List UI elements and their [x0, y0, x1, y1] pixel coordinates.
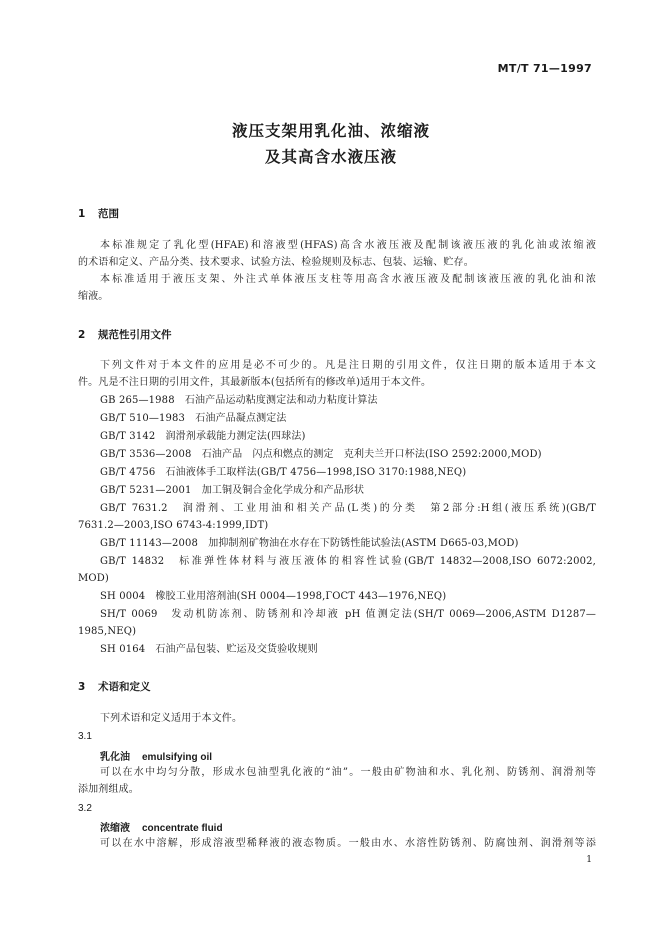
section-number: 3	[78, 681, 86, 693]
document-title-line-2: 及其高含水液压液	[264, 148, 397, 166]
paragraph-line: 下列文件对于本文件的应用是必不可少的。凡是注日期的引用文件，仅注日期的版本适用于本文	[100, 360, 596, 371]
definition-line: 可以在水中均匀分散，形成水包油型乳化液的“油”。一般由矿物油和水、乳化剂、防锈剂、润滑剂等	[100, 767, 596, 778]
reference-item: GB/T 11143—2008 加抑制剂矿物油在水存在下防锈性能试验法(ASTM D665-03,MOD)	[100, 538, 519, 549]
reference-item-continued: MOD)	[78, 573, 109, 584]
term-heading	[100, 819, 223, 834]
page-number: 1	[586, 855, 592, 865]
section-title: 规范性引用文件	[98, 329, 172, 341]
standard-code: MT/T 71—1997	[497, 62, 592, 75]
paragraph-line: 件。凡是不注日期的引用文件，其最新版本(包括所有的修改单)适用于本文件。	[78, 377, 432, 388]
definition-line: 可以在水中溶解，形成溶液型稀释液的液态物质。一般由水、水溶性防锈剂、防腐蚀剂、润滑剂等添	[100, 838, 596, 849]
reference-item: GB/T 4756 石油液体手工取样法(GB/T 4756—1998,ISO 3170:1988,NEQ)	[100, 467, 467, 478]
reference-item: SH 0164 石油产品包装、贮运及交货验收规则	[100, 644, 318, 655]
section-3-heading	[78, 679, 151, 694]
term-english: emulsifying oil	[142, 752, 213, 763]
term-english: concentrate fluid	[142, 823, 223, 834]
reference-item: GB/T 5231—2001 加工铜及铜合金化学成分和产品形状	[100, 485, 365, 496]
clause-number: 3.1	[78, 731, 92, 742]
paragraph-line: 本标准适用于液压支架、外注式单体液压支柱等用高含水液压液及配制该液压液的乳化油和浓	[100, 274, 596, 285]
section-title: 范围	[98, 208, 119, 220]
reference-item: GB/T 3142 润滑剂承载能力测定法(四球法)	[100, 431, 306, 442]
reference-item: SH 0004 橡胶工业用溶剂油(SH 0004—1998,ГОСТ 443—1976,NEQ)	[100, 591, 447, 602]
reference-item: GB/T 3536—2008 石油产品 闪点和燃点的测定 克利夫兰开口杯法(ISO 2592:2000,MOD)	[100, 449, 542, 460]
section-1-heading	[78, 206, 119, 221]
section-number: 1	[78, 208, 86, 220]
reference-item: GB/T 14832 标准弹性体材料与液压液体的相容性试验(GB/T 14832—2008,ISO 6072:2002,	[100, 556, 596, 567]
document-title-line-1: 液压支架用乳化油、浓缩液	[231, 122, 430, 140]
paragraph-line: 缩液。	[78, 291, 109, 302]
reference-item: GB/T 510—1983 石油产品凝点测定法	[100, 413, 287, 424]
section-number: 2	[78, 329, 86, 341]
reference-item-continued: 7631.2—2003,ISO 6743-4:1999,IDT)	[78, 520, 269, 531]
paragraph-line: 下列术语和定义适用于本文件。	[100, 713, 243, 724]
paragraph-line: 本标准规定了乳化型(HFAE)和溶液型(HFAS)高含水液压液及配制该液压液的乳化油或浓缩液	[100, 240, 596, 251]
reference-item: GB 265—1988 石油产品运动粘度测定法和动力粘度计算法	[100, 395, 378, 406]
section-title: 术语和定义	[98, 681, 151, 693]
term-chinese: 浓缩液	[100, 823, 130, 834]
term-heading	[100, 748, 212, 763]
definition-line: 添加剂组成。	[78, 784, 139, 795]
reference-item: SH/T 0069 发动机防冻剂、防锈剂和冷却液 pH 值测定法(SH/T 0069—2006,ASTM D1287—	[100, 609, 596, 620]
section-2-heading	[78, 327, 172, 342]
reference-item-continued: 1985,NEQ)	[78, 626, 137, 637]
term-chinese: 乳化油	[100, 752, 130, 763]
reference-item: GB/T 7631.2 润滑剂、工业用油和相关产品(L类)的分类 第2部分:H组(液压系统)(GB/T	[100, 503, 596, 514]
clause-number: 3.2	[78, 803, 92, 814]
paragraph-line: 的术语和定义、产品分类、技术要求、试验方法、检验规则及标志、包装、运输、贮存。	[78, 257, 474, 268]
